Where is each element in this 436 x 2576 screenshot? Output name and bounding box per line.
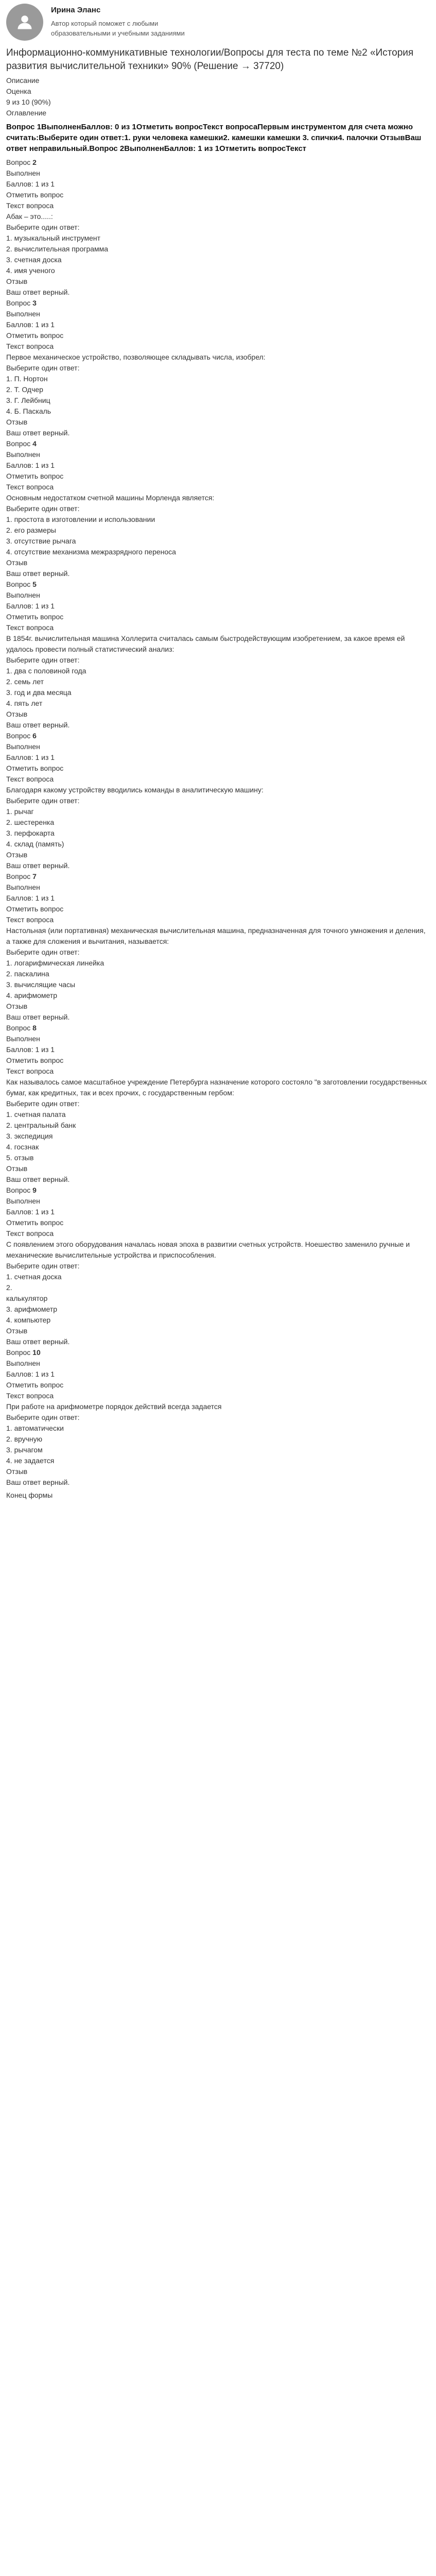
avatar [6, 4, 43, 41]
question-number: Вопрос 9 [6, 1186, 37, 1194]
question-number-value: 10 [32, 1348, 41, 1357]
header-line: Оглавление [6, 109, 47, 117]
feedback-label: Отзыв [6, 1002, 28, 1010]
question-status: Выполнен [6, 1359, 40, 1367]
question-score: Баллов: 1 из 1 [6, 602, 55, 610]
answer-option[interactable]: 5. отзыв [6, 1154, 34, 1162]
flag-question-link[interactable]: Отметить вопрос [6, 191, 64, 199]
answer-option[interactable]: 2. центральный банк [6, 1121, 76, 1129]
feedback-text: Ваш ответ верный. [6, 429, 70, 437]
choose-one-label: Выберите один ответ: [6, 223, 80, 231]
answer-option[interactable]: 1. простота в изготовлении и использовании [6, 515, 155, 523]
question-status: Выполнен [6, 310, 40, 318]
page-title: Информационно-коммуникативные технологии/Вопросы для теста по теме №2 «История развития вычислительной техники» 90% (Решение → 37720) [6, 47, 414, 72]
answer-option[interactable]: 3. Г. Лейбниц [6, 396, 50, 404]
question-status: Выполнен [6, 1035, 40, 1043]
answer-option[interactable]: 3. арифмометр [6, 1305, 58, 1313]
question-text-label: Текст вопроса [6, 1392, 54, 1400]
answer-option[interactable]: 1. два с половиной года [6, 667, 86, 675]
answer-option[interactable]: 1. автоматически [6, 1424, 64, 1432]
answer-option[interactable]: 4. госзнак [6, 1143, 39, 1151]
answer-option[interactable]: 4. не задается [6, 1456, 55, 1465]
question-block [6, 731, 430, 871]
question-text: В 1854г. вычислительная машина Холлерита считалась самым быстродействующим изобретением, за какое время ей удалось провести полный статистический анализ: [6, 634, 405, 653]
answer-option[interactable]: 1. счетная доска [6, 1273, 62, 1281]
question-number-value: 2 [32, 158, 37, 166]
question-text: С появлением этого оборудования началась новая эпоха в развитии счетных устройств. Ноешество заменило ручные и механические вычислительные устройства и приспособления. [6, 1240, 410, 1259]
question-score: Баллов: 1 из 1 [6, 461, 55, 469]
feedback-label: Отзыв [6, 1467, 28, 1476]
feedback-text: Ваш ответ верный. [6, 569, 70, 578]
question-number-value: 5 [32, 580, 37, 588]
question-number-value: 7 [32, 872, 37, 880]
question-block [6, 298, 430, 438]
question-block [6, 579, 430, 731]
question-score: Баллов: 1 из 1 [6, 1208, 55, 1216]
feedback-text: Ваш ответ верный. [6, 1337, 70, 1346]
question-status: Выполнен [6, 883, 40, 891]
question-text: Основным недостатком счетной машины Морленда является: [6, 494, 215, 502]
question-number-value: 3 [32, 299, 37, 307]
header-line: 9 из 10 (90%) [6, 98, 51, 106]
answer-option[interactable]: 4. компьютер [6, 1316, 51, 1324]
question-status: Выполнен [6, 742, 40, 751]
answer-option[interactable]: 2. шестеренка [6, 818, 55, 826]
question-number: Вопрос 6 [6, 732, 37, 740]
flag-question-link[interactable]: Отметить вопрос [6, 613, 64, 621]
answer-option[interactable]: 2. его размеры [6, 526, 56, 534]
question-block [6, 1023, 430, 1185]
question-score: Баллов: 1 из 1 [6, 1045, 55, 1054]
answer-option[interactable]: 4. Б. Паскаль [6, 407, 51, 415]
question-number-value: 6 [32, 732, 37, 740]
answer-option[interactable]: 4. пять лет [6, 699, 43, 707]
author-description: Автор который поможет с любыми образовательными и учебными заданиями [51, 20, 185, 37]
answer-option[interactable]: калькулятор [6, 1294, 48, 1302]
answer-option[interactable]: 2. вычислительная программа [6, 245, 109, 253]
answer-option[interactable]: 2. вручную [6, 1435, 43, 1443]
answer-option[interactable]: 1. рычаг [6, 807, 34, 816]
feedback-label: Отзыв [6, 851, 28, 859]
question-number: Вопрос 5 [6, 580, 37, 588]
question-score: Баллов: 1 из 1 [6, 1370, 55, 1378]
question-number-value: 8 [32, 1024, 37, 1032]
answer-option[interactable]: 2. [6, 1283, 12, 1292]
question-status: Выполнен [6, 450, 40, 459]
header-line: Описание [6, 76, 40, 84]
question-number: Вопрос 4 [6, 439, 37, 448]
feedback-label: Отзыв [6, 1164, 28, 1173]
question-block [6, 157, 430, 298]
flag-question-link[interactable]: Отметить вопрос [6, 1218, 64, 1227]
question-score: Баллов: 1 из 1 [6, 753, 55, 761]
choose-one-label: Выберите один ответ: [6, 948, 80, 956]
question-text: Благодаря какому устройству вводились команды в аналитическую машину: [6, 786, 264, 794]
answer-option[interactable]: 3. экспедиция [6, 1132, 53, 1140]
answer-option[interactable]: 4. арифмометр [6, 991, 58, 999]
question-text: При работе на арифмометре порядок действий всегда задается [6, 1402, 222, 1411]
question-block [6, 438, 430, 579]
answer-option[interactable]: 3. отсутствие рычага [6, 537, 76, 545]
answer-option[interactable]: 1. счетная палата [6, 1110, 66, 1118]
question-block [6, 1347, 430, 1488]
question-text-label: Текст вопроса [6, 342, 54, 350]
choose-one-label: Выберите один ответ: [6, 1413, 80, 1421]
feedback-label: Отзыв [6, 558, 28, 567]
question-number-value: 9 [32, 1186, 37, 1194]
feedback-text: Ваш ответ верный. [6, 1013, 70, 1021]
choose-one-label: Выберите один ответ: [6, 504, 80, 513]
feedback-label: Отзыв [6, 277, 28, 285]
form-end-label: Конец формы [6, 1491, 53, 1499]
choose-one-label: Выберите один ответ: [6, 1262, 80, 1270]
answer-option[interactable]: 3. вычислящие часы [6, 980, 76, 989]
feedback-text: Ваш ответ верный. [6, 288, 70, 296]
choose-one-label: Выберите один ответ: [6, 1099, 80, 1108]
question-block [6, 1185, 430, 1347]
question-score: Баллов: 1 из 1 [6, 320, 55, 329]
answer-option[interactable]: 4. склад (память) [6, 840, 64, 848]
question-text-label: Текст вопроса [6, 916, 54, 924]
question-block [6, 871, 430, 1023]
questions-list [6, 157, 430, 1488]
question-text: Как называлось самое масштабное учреждение Петербурга назначение которого состояло "в заготовлении государственных бумаг, как кредитных, так и всех прочих, с государственным гербом: [6, 1078, 427, 1097]
feedback-text: Ваш ответ верный. [6, 861, 70, 870]
choose-one-label: Выберите один ответ: [6, 656, 80, 664]
question-score: Баллов: 1 из 1 [6, 894, 55, 902]
question-text-label: Текст вопроса [6, 1229, 54, 1238]
answer-option[interactable]: 4. отсутствие механизма межразрядного переноса [6, 548, 176, 556]
answer-option[interactable]: 2. паскалина [6, 970, 49, 978]
question-score: Баллов: 1 из 1 [6, 180, 55, 188]
answer-option[interactable]: 4. имя ученого [6, 266, 55, 275]
flag-question-link[interactable]: Отметить вопрос [6, 331, 64, 340]
flag-question-link[interactable]: Отметить вопрос [6, 472, 64, 480]
question-text-label: Текст вопроса [6, 201, 54, 210]
question-number: Вопрос 2 [6, 158, 37, 166]
feedback-label: Отзыв [6, 710, 28, 718]
question-number-value: 4 [32, 439, 37, 448]
question-status: Выполнен [6, 591, 40, 599]
choose-one-label: Выберите один ответ: [6, 796, 80, 805]
question-status: Выполнен [6, 169, 40, 177]
answer-option[interactable]: 3. счетная доска [6, 256, 62, 264]
answer-option[interactable]: 1. П. Нортон [6, 375, 48, 383]
question-number: Вопрос 3 [6, 299, 37, 307]
question-text: Абак – это.....: [6, 212, 53, 221]
flag-question-link[interactable]: Отметить вопрос [6, 1381, 64, 1389]
feedback-label: Отзыв [6, 418, 28, 426]
author-card [6, 0, 430, 43]
header-line: Оценка [6, 87, 31, 95]
flag-question-link[interactable]: Отметить вопрос [6, 905, 64, 913]
answer-option[interactable]: 2. семь лет [6, 677, 44, 686]
question-text-label: Текст вопроса [6, 1067, 54, 1075]
question-text-label: Текст вопроса [6, 775, 54, 783]
feedback-label: Отзыв [6, 1327, 28, 1335]
user-icon [15, 13, 34, 31]
summary-text: Вопрос 1ВыполненБаллов: 0 из 1Отметить вопросТекст вопросаПервым инструментом для счета можно считать:Выберите один ответ:1. руки человека камешки2. камешки камешки 3. спички4. палочки ОтзывВаш ответ неправильный.Вопрос 2ВыполненБаллов: 1 из 1Отметить вопросТекст [6, 123, 422, 153]
answer-option[interactable]: 3. рычагом [6, 1446, 43, 1454]
author-name[interactable]: Ирина Эланс [51, 6, 101, 14]
answer-option[interactable]: 1. музыкальный инструмент [6, 234, 101, 242]
header-lines [6, 75, 430, 118]
question-number: Вопрос 7 [6, 872, 37, 880]
feedback-text: Ваш ответ верный. [6, 1478, 70, 1486]
question-text-label: Текст вопроса [6, 623, 54, 632]
flag-question-link[interactable]: Отметить вопрос [6, 1056, 64, 1064]
question-text-label: Текст вопроса [6, 483, 54, 491]
answer-option[interactable]: 1. логарифмическая линейка [6, 959, 104, 967]
question-text: Первое механическое устройство, позволяющее складывать числа, изобрел: [6, 353, 266, 361]
question-text: Настольная (или портативная) механическая вычислительная машина, предназначенная для точного умножения и деления, а также для сложения и вычитания, называется: [6, 926, 426, 945]
question-number: Вопрос 10 [6, 1348, 41, 1357]
choose-one-label: Выберите один ответ: [6, 364, 80, 372]
answer-option[interactable]: 3. перфокарта [6, 829, 55, 837]
flag-question-link[interactable]: Отметить вопрос [6, 764, 64, 772]
feedback-text: Ваш ответ верный. [6, 721, 70, 729]
question-status: Выполнен [6, 1197, 40, 1205]
question-number: Вопрос 8 [6, 1024, 37, 1032]
feedback-text: Ваш ответ верный. [6, 1175, 70, 1183]
answer-option[interactable]: 3. год и два месяца [6, 688, 72, 697]
answer-option[interactable]: 2. Т. Одчер [6, 385, 43, 394]
